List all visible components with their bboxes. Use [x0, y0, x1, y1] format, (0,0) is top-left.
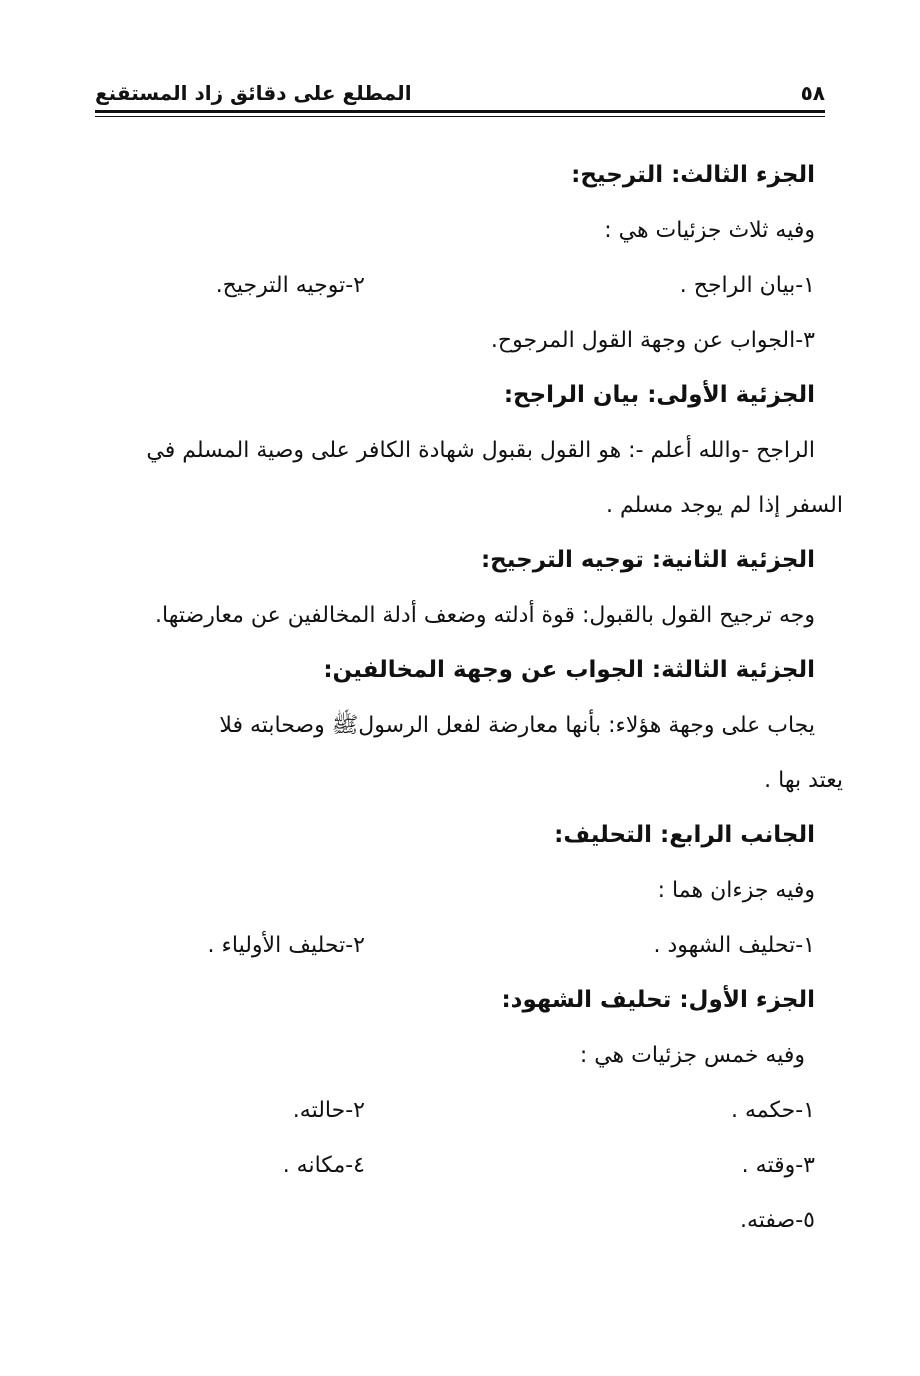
paragraph: يجاب على وجهة هؤلاء: بأنها معارضة لفعل الرسولﷺ وصحابته فلا: [219, 713, 815, 738]
header-rule-thin: [95, 116, 825, 117]
paragraph: السفر إذا لم يوجد مسلم .: [605, 493, 843, 518]
list-row: [95, 1083, 815, 1138]
page-number: ٥٨: [800, 81, 825, 105]
running-header: [95, 78, 825, 108]
paragraph: وفيه جزءان هما :: [657, 878, 815, 903]
page-body: [95, 148, 843, 1248]
list-item: ٤-مكانه .: [282, 1153, 365, 1178]
list-item: ٣-وقته .: [741, 1153, 815, 1178]
header-rule-thick: [95, 110, 825, 113]
section-heading: الجزئية الأولى: بيان الراجح:: [503, 382, 815, 408]
section-heading: الجانب الرابع: التحليف:: [554, 822, 815, 848]
paragraph: وجه ترجيح القول بالقبول: قوة أدلته وضعف أدلة المخالفين عن معارضتها.: [155, 603, 815, 628]
paragraph: الراجح -والله أعلم -: هو القول بقبول شهادة الكافر على وصية المسلم في: [146, 438, 815, 463]
list-row: [95, 258, 815, 313]
section-heading: الجزئية الثانية: توجيه الترجيح:: [480, 547, 815, 573]
book-title: المطلع على دقائق زاد المستقنع: [95, 81, 412, 105]
paragraph: وفيه خمس جزئيات هي :: [579, 1043, 805, 1068]
list-row: [95, 1138, 815, 1193]
list-item: ٢-حالته.: [292, 1098, 365, 1123]
list-item: ٥-صفته.: [739, 1208, 815, 1233]
list-item: ٢-توجيه الترجيح.: [215, 273, 365, 298]
section-heading: الجزء الأول: تحليف الشهود:: [501, 987, 815, 1013]
section-heading: الجزئية الثالثة: الجواب عن وجهة المخالفين:: [323, 657, 815, 683]
paragraph: وفيه ثلاث جزئيات هي :: [604, 218, 815, 243]
paragraph: يعتد بها .: [764, 768, 843, 793]
list-item: ١-تحليف الشهود .: [653, 933, 815, 958]
list-row: [95, 918, 815, 973]
list-item: ١-بيان الراجح .: [679, 273, 815, 298]
list-item: ١-حكمه .: [730, 1098, 815, 1123]
list-item: ٣-الجواب عن وجهة القول المرجوح.: [490, 328, 815, 353]
list-item: ٢-تحليف الأولياء .: [207, 933, 365, 958]
section-heading: الجزء الثالث: الترجيح:: [571, 162, 815, 188]
